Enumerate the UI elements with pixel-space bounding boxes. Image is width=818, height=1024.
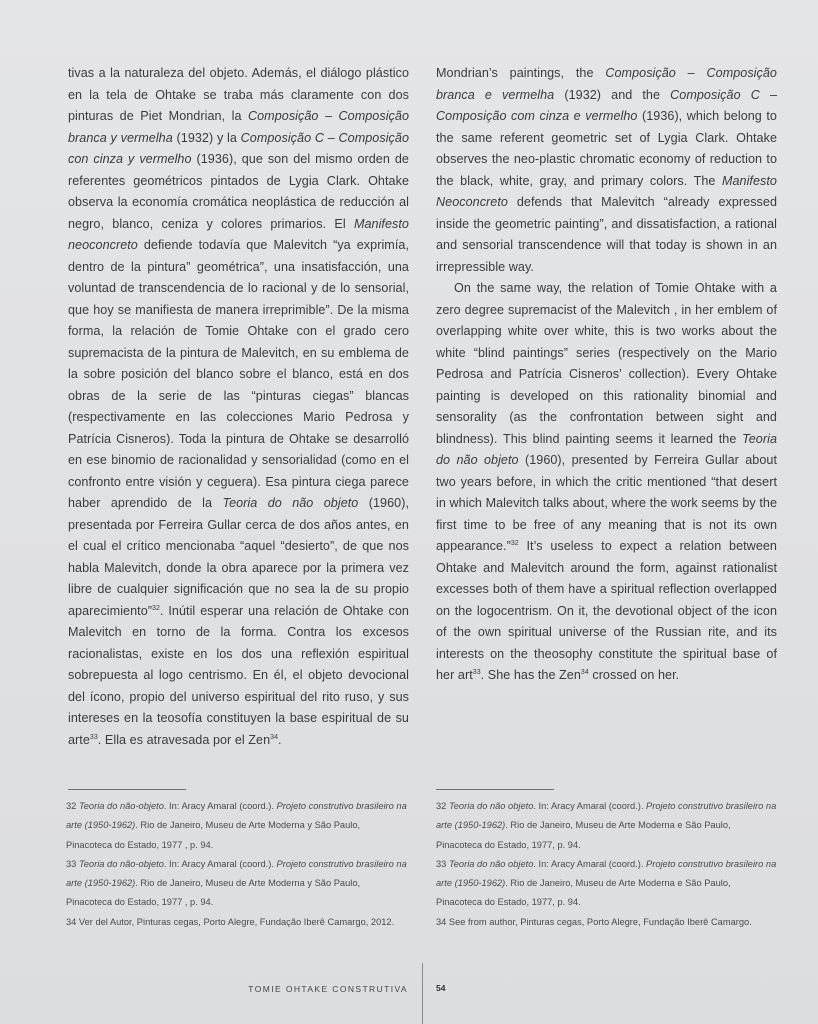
text-run: . Ella es atravesada por el Zen	[97, 732, 271, 747]
text-run: 34 Ver del Autor, Pinturas cegas, Porto Alegre, Fundação Iberê Camargo, 2012.	[66, 916, 395, 927]
footnote-ref: 32	[152, 604, 160, 612]
italic-title: Composição C – Composição con cinza y vermelho	[68, 130, 409, 166]
footnote-34-es	[66, 913, 407, 932]
text-run: (1932) y la	[172, 130, 241, 145]
italic-title: Teoria do não-objeto	[78, 858, 164, 869]
text-run: . Rio de Janeiro, Museu de Arte Moderna y São Paulo, Pinacoteca do Estado, 1977 , p. 94.	[66, 820, 361, 850]
text-run: On the same way, the relation of Tomie Ohtake with a zero degree supremacist of the Malevitch , in her emblem of overlapping white over white, this is two works about the white “blind paintings” series (respectively on the Mario Pedrosa and Patrícia Cisneros’ collection). Every Ohtake painting is developed on this rationality binomial and sensorality (as the confrontation between sight and blindness). This blind painting seems it learned the	[436, 281, 777, 446]
footnote-ref: 34	[580, 668, 589, 676]
footnote-34-en	[436, 913, 777, 932]
italic-title: Manifesto neoconcreto	[68, 216, 409, 252]
italic-title: Teoria do não objeto	[448, 801, 534, 811]
running-title: TOMIE OHTAKE CONSTRUTIVA	[248, 984, 408, 994]
text-run: tivas a la naturaleza del objeto. Además, el diálogo plástico en la tela de Ohtake se traba más claramente con dos pinturas de Piet Mondrian, la	[68, 66, 409, 123]
footnote-ref: 33	[89, 733, 98, 741]
english-column	[436, 63, 777, 687]
footnote-ref: 32	[510, 539, 519, 547]
text-run: . In: Aracy Amaral (coord.).	[533, 858, 647, 869]
text-run: . Rio de Janeiro, Museu de Arte Moderna e São Paulo, Pinacoteca do Estado, 1977, p. 94.	[436, 820, 731, 850]
english-paragraph-1	[436, 63, 777, 278]
footnote-32-en	[436, 797, 777, 855]
italic-title: Teoria do não-objeto	[78, 801, 164, 811]
footnotes-spanish	[66, 797, 407, 932]
text-run: defends that Malevitch “already expressed inside the geometric painting”, and dissatisfaction, a rational and sensorial transcendence will that today is shown in an irrepressible way.	[436, 195, 777, 274]
italic-title: Projeto construtivo brasileiro na arte (1950-1962)	[436, 801, 777, 831]
italic-title: Projeto construtivo brasileiro na arte (1950-1962)	[66, 858, 407, 889]
italic-title: Composição – Composição branca y vermelha	[68, 109, 409, 145]
text-run: 33	[66, 858, 79, 869]
text-run: . Inútil esperar una relación de Ohtake con Malevitch en torno de la forma. Contra los excesos racionalistas, existe en los dos una reflexión espiritual sobrepuesta al logo centrismo. En él, el objeto devocional del ícono, propio del universo espiritual del rito ruso, y sus intereses en la teosofía constituyen la base espiritual de su arte	[68, 603, 409, 747]
text-run: (1936), que son del mismo orden de referentes geométricos pintados de Lygia Clark. Ohtake observa la economía cromática neoplástica de reducción al negro, blanco, ceniza y colores primarios. El	[68, 152, 409, 231]
italic-title: Teoria do não objeto	[448, 858, 534, 869]
text-run: defiende todavía que Malevitch “ya exprimía, dentro de la pintura” geométrica”, una insatisfacción, una voluntad de transcendencia de lo racional y de lo sensorial, que hoy se manifiesta de manera irreprimible”. De la misma forma, la relación de Tomie Ohtake con el grado cero supremacista de la pintura de Malevitch, en su emblema de la sobre posición del blanco sobre el blanco, está en dos obras de la serie de las “pinturas ciegas” blancas (respectivamente en las colecciones Mario Pedrosa y Patrícia Cisneros). Toda la pintura de Ohtake se desarrolló en ese binomio de racionalidad y sensorialidad (como en el confronto entre visión y ceguera). Esa pintura ciega parece haber aprendido de la	[68, 238, 409, 510]
italic-title: Teoria do não objeto	[436, 431, 777, 467]
text-run: (1960), presentada por Ferreira Gullar cerca de dos años antes, en el cual el crítico mencionaba “aquel “desierto”, de que nos habla Malevitch, donde la obra aparece por la primera vez libre de cualquier significación que no sea la de su propio aparecimiento”	[68, 496, 409, 618]
text-run: crossed on her.	[588, 668, 680, 682]
text-run: (1936), which belong to the same referent geometric set of Lygia Clark. Ohtake observes the neo-plastic chromatic economy of reduction to the black, white, gray, and primary colors. The	[436, 109, 777, 188]
text-run: . In: Aracy Amaral (coord.).	[533, 801, 647, 811]
text-run: 33	[436, 858, 449, 869]
italic-title: Composição – Composição branca e vermelha	[436, 66, 777, 102]
footer-divider	[422, 963, 423, 1024]
text-run: Mondrian’s paintings, the	[436, 66, 606, 80]
italic-title: Composição C – Composição com cinza e vermelho	[436, 87, 778, 123]
page-number: 54	[436, 983, 446, 993]
footnote-ref: 34	[270, 733, 279, 741]
footnote-33-en	[436, 855, 777, 913]
footnote-33-es	[66, 855, 407, 913]
text-run: (1932) and the	[554, 87, 671, 102]
italic-title: Manifesto Neoconcreto	[436, 173, 777, 209]
text-run: .	[278, 732, 282, 747]
text-run: It’s useless to expect a relation between Ohtake and Malevitch around the form, against rationalist excesses both of them have a spiritual reflection overlapped on the logocentrism. On it, the devotional object of the icon of the own spiritual universe of the Russian rite, and its interests on the theosophy constitute the spiritual base of her art	[436, 539, 777, 682]
footnote-divider-english	[436, 789, 554, 790]
footnote-32-es	[66, 797, 407, 855]
footnotes-english	[436, 797, 777, 932]
text-run: 34 See from author, Pinturas cegas, Porto Alegre, Fundação Iberê Camargo.	[436, 916, 752, 927]
italic-title: Projeto construtivo brasileiro na arte (1950-1962)	[436, 858, 777, 889]
spanish-column	[68, 63, 409, 751]
text-run: . In: Aracy Amaral (coord.).	[163, 858, 277, 869]
spanish-paragraph	[68, 63, 409, 751]
text-run: 32	[66, 801, 79, 811]
footnote-ref: 33	[472, 668, 481, 676]
italic-title: Projeto construtivo brasileiro na arte (1950-1962)	[66, 801, 407, 831]
text-run: . She has the Zen	[480, 668, 581, 682]
text-run: . Rio de Janeiro, Museu de Arte Moderna y São Paulo, Pinacoteca do Estado, 1977 , p. 94.	[66, 878, 361, 908]
text-run: . In: Aracy Amaral (coord.).	[163, 801, 277, 811]
footnote-divider-spanish	[68, 789, 186, 790]
text-run: 32	[436, 801, 449, 811]
english-paragraph-2	[436, 278, 777, 687]
text-run: . Rio de Janeiro, Museu de Arte Moderna e São Paulo, Pinacoteca do Estado, 1977, p. 94.	[436, 878, 731, 908]
text-run: (1960), presented by Ferreira Gullar about two years before, in which the critic mentioned “that desert in which Malevitch talks about, where the work seems by the first time to be free of any meaning that is not its own appearance.”	[436, 453, 778, 553]
italic-title: Teoria do não objeto	[222, 496, 359, 510]
